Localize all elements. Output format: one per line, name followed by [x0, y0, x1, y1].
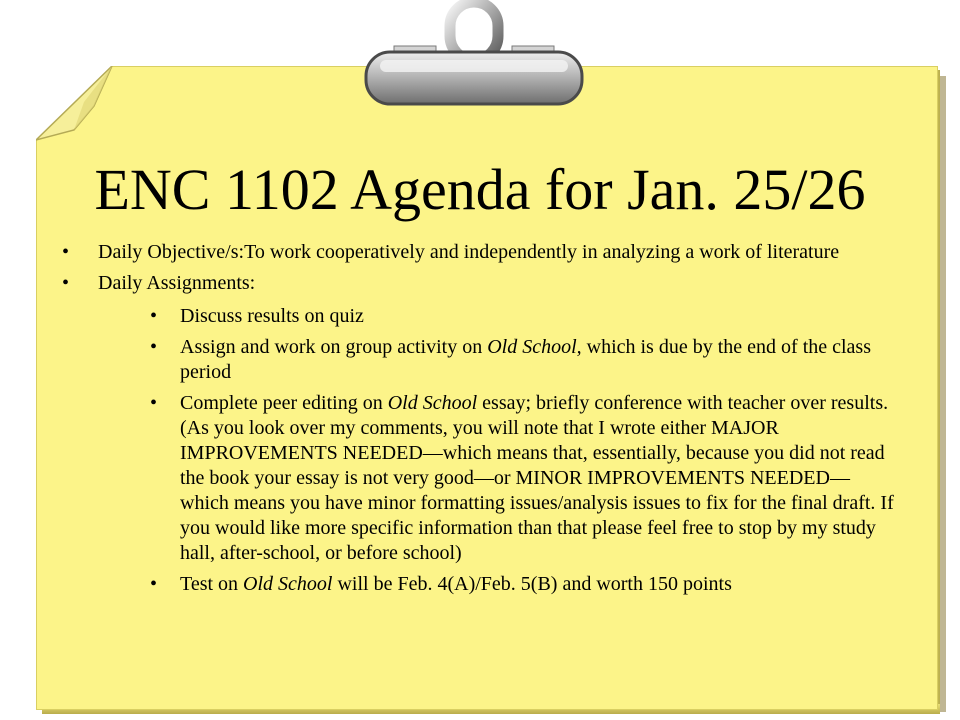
list-item [98, 391, 898, 566]
group-text-a: Assign and work on group activity on [180, 336, 488, 358]
objective-text: Daily Objective/s:To work cooperatively and independently in analyzing a work of literature [98, 241, 840, 263]
quiz-text: Discuss results on quiz [180, 305, 364, 327]
list-item [98, 335, 898, 385]
binder-clip-icon [358, 0, 590, 106]
peer-text-b: essay; briefly conference with teacher over results. (As you look over my comments, you will note that I wrote either MAJOR IMPROVEMENTS NEEDED—which means that, essentially, because you did not read the book your essay is not very good—or MINOR IMPROVEMENTS NEEDED—which means you have minor formatting issues/analysis issues to fix for the final draft. If you would like more specific information than that please feel free to stop by my study hall, after-school, or before school) [180, 392, 894, 564]
assignments-item [58, 271, 898, 597]
agenda-list [58, 240, 898, 597]
peer-book-title: Old School [387, 392, 478, 414]
group-book-title: Old School, [487, 336, 582, 358]
list-item [98, 304, 898, 329]
test-text-a: Test on [180, 573, 244, 595]
page-curl-icon [36, 66, 114, 142]
agenda-content [58, 240, 898, 603]
slide-title: ENC 1102 Agenda for Jan. 25/26 [94, 157, 866, 222]
list-item [98, 572, 898, 597]
assignments-list [98, 304, 898, 597]
objective-item [58, 240, 898, 265]
assignments-heading: Daily Assignments: [98, 272, 256, 294]
peer-text-a: Complete peer editing on [180, 392, 388, 414]
group-text-b: which is due by the end of the class period [180, 336, 871, 383]
test-text-b: will be Feb. 4(A)/Feb. 5(B) and worth 150 points [332, 573, 732, 595]
test-book-title: Old School [243, 573, 333, 595]
